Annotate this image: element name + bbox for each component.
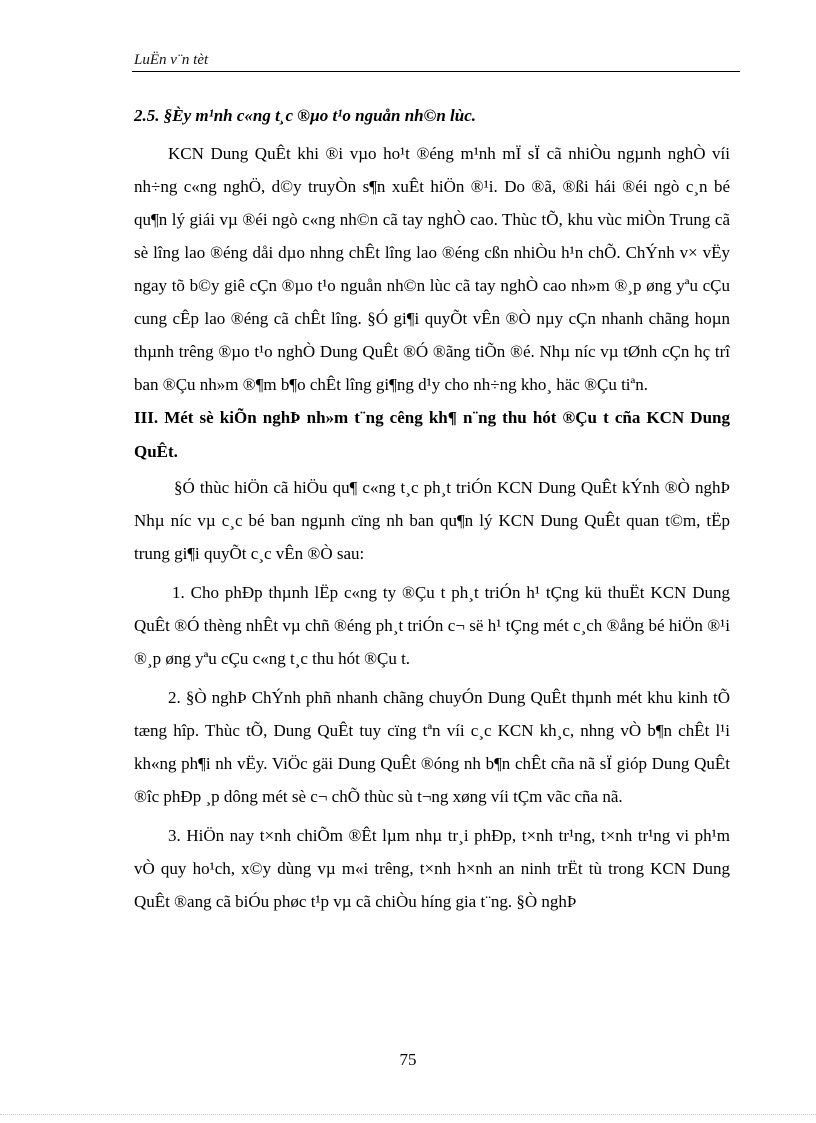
list-item: 3. HiÖn nay t×nh chiÕm ®Êt lµm nhµ tr¸i phÐp, t×nh tr¹ng, t×nh tr¹ng vi ph¹m vÒ quy ho¹ch, x©y dùng vµ m«i trêng, t×nh h×nh an ninh trËt tù trong KCN Dung QuÊt ®ang cã biÓu phøc t¹p vµ cã chiÒu híng gia t¨ng. §Ò nghÞ [134,826,730,911]
header-rule [132,71,740,72]
page-number: 75 [399,1050,417,1069]
section-paragraph: KCN Dung QuÊt khi ®i vµo ho¹t ®éng m¹nh mÏ sÏ cã nhiÒu ngµnh nghÒ víi nh÷ng c«ng nghÖ, d©y truyÒn s¶n xuÊt hiÖn ®¹i. Do ®ã, ®ßi hái ®éi ngò c¸n bé qu¶n lý giái vµ ®éi ngò c«ng nh©n cã tay nghÒ cao. Thùc tÕ, khu vùc miÒn Trung cã sè lîng lao ®éng dåi dµo nhng chÊt lîng lao ®éng cßn nhiÒu h¹n chÕ. ChÝnh v× vËy ngay tõ b©y giê cÇn ®µo t¹o nguån nh©n lùc cã tay nghÒ cao nh»m ®¸p øng yªu cÇu cung cÊp lao ®éng cã chÊt lîng. §Ó gi¶i quyÕt vÊn ®Ò nµy cÇn nhanh chãng hoµn thµnh trêng ®µo t¹o nghÒ Dung QuÊt ®Ó ®ãng tiÕn ®é. Nhµ níc vµ tØnh cÇn hç trî ban ®Çu nh»m ®¶m b¶o chÊt lîng gi¶ng d¹y cho nh÷ng kho¸ häc ®Çu tiªn. [134,144,730,394]
part-intro: §Ó thùc hiÖn cã hiÖu qu¶ c«ng t¸c ph¸t triÓn KCN Dung QuÊt kÝnh ®Ò nghÞ Nhµ níc vµ c¸c bé ban ngµnh cïng nh ban qu¶n lý KCN Dung QuÊt quan t©m, tËp trung gi¶i quyÕt c¸c vÊn ®Ò sau: [134,478,730,563]
page-edge-divider [0,1114,816,1115]
section-heading: 2.5. §Èy m¹nh c«ng t¸c ®µo t¹o nguån nh©n lùc. [134,106,477,125]
list-item: 2. §Ò nghÞ ChÝnh phñ nhanh chãng chuyÓn Dung QuÊt thµnh mét khu kinh tÕ tæng hîp. Thùc tÕ, Dung QuÊt tuy cïng tªn víi c¸c KCN kh¸c, nhng vÒ b¶n chÊt l¹i kh«ng ph¶i nh vËy. ViÖc gäi Dung QuÊt ®óng nh b¶n chÊt cña nã sÏ gióp Dung QuÊt ®îc phÐp ¸p dông mét sè c¬ chÕ thùc sù t¬ng xøng víi tÇm vãc cña nã. [134,688,730,806]
running-header: LuËn v¨n tèt [134,52,209,68]
page-content [134,99,730,924]
part-heading: III. Mét sè kiÕn nghÞ nh»m t¨ng cêng kh¶ n¨ng thu hót ®Çu t cña KCN Dung QuÊt. [134,408,730,461]
list-item: 1. Cho phÐp thµnh lËp c«ng ty ®Çu t ph¸t triÓn h¹ tÇng kü thuËt KCN Dung QuÊt ®Ó thèng nhÊt vµ chñ ®éng ph¸t triÓn c¬ së h¹ tÇng mét c¸ch ®ång bé hiÖn ®¹i ®¸p øng yªu cÇu c«ng t¸c thu hót ®Çu t. [134,583,730,668]
